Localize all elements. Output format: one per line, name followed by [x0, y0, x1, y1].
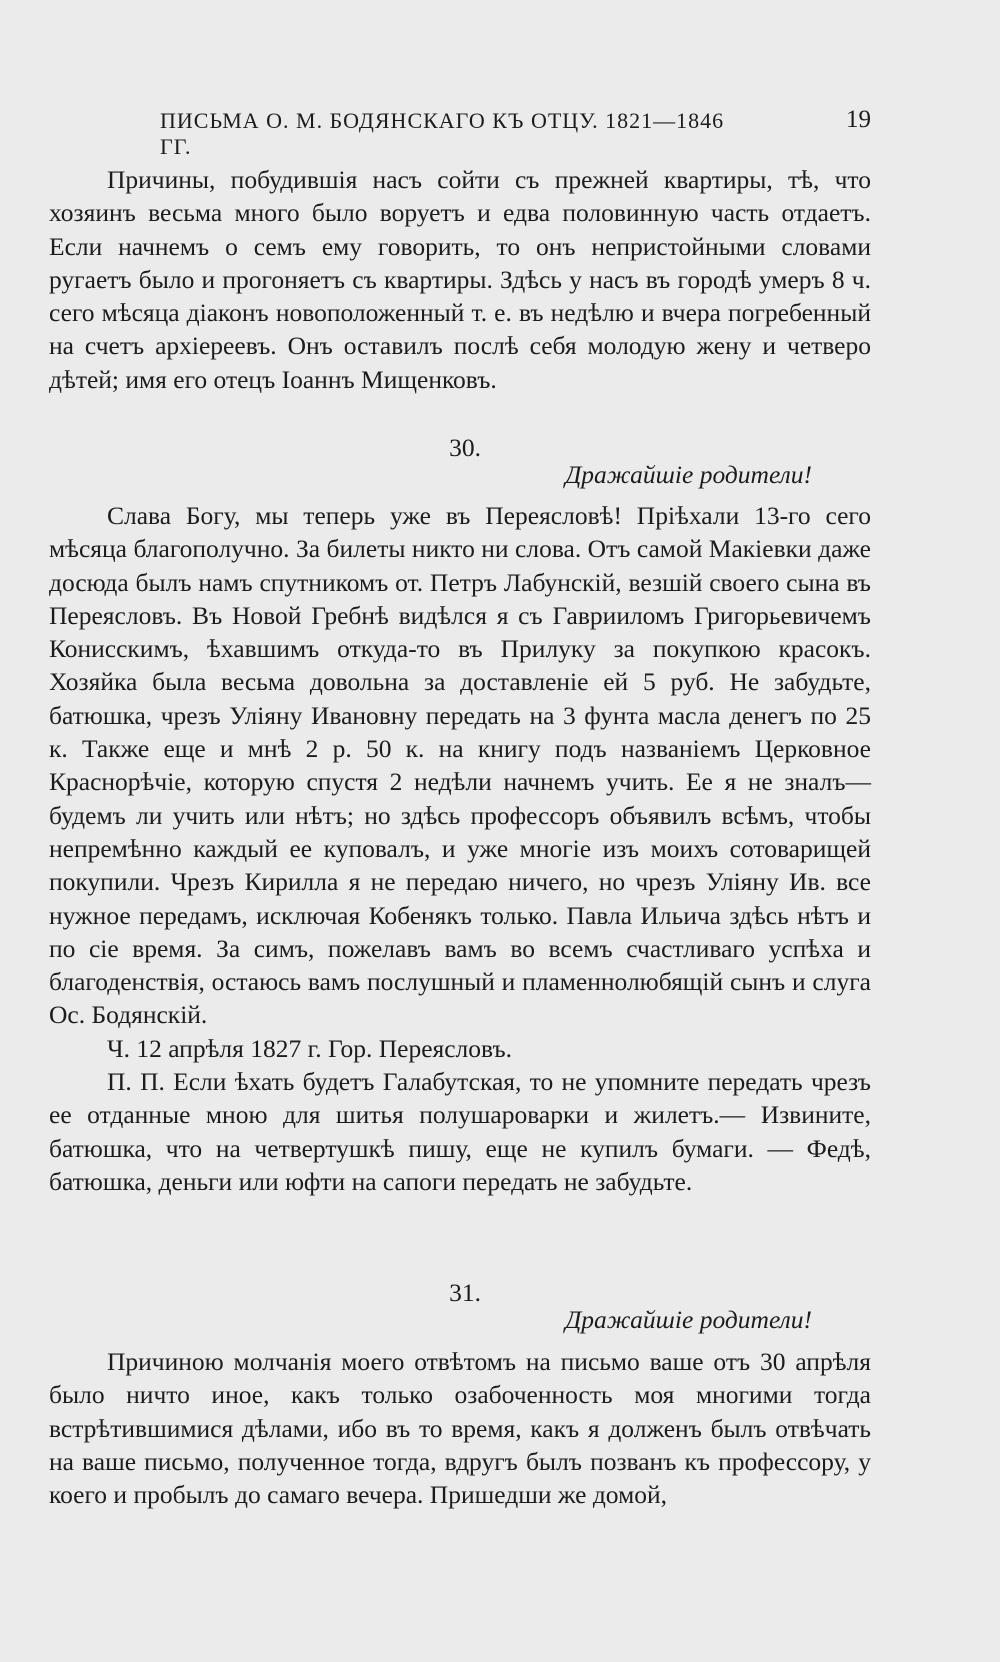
letter-30-number: 30.: [449, 433, 481, 462]
continued-paragraph: Причины, побудившія насъ сойти съ прежней квартиры, тѣ, что хозяинъ весьма много было воруетъ и едва половинную часть отдаетъ. Если начнемъ о семъ ему говорить, то онъ непристойными словами ругаетъ было и прогоняетъ съ квартиры. Здѣсь у насъ въ городѣ умеръ 8 ч. сего мѣсяца діаконъ новоположенный т. е. въ недѣлю и вчера погребенный на счетъ архіереевъ. Онъ оставилъ послѣ себя молодую жену и четверо дѣтей; имя его отецъ Іоаннъ Мищенковъ.: [49, 165, 871, 394]
page-number: 19: [846, 106, 871, 133]
letter-30-dateline: Ч. 12 апрѣля 1827 г. Гор. Переясловъ.: [107, 1033, 512, 1063]
letter-30-body-block: [49, 499, 871, 1198]
continued-paragraph-block: [49, 163, 871, 396]
letter-31-body: Причиною молчанія моего отвѣтомъ на письмо ваше отъ 30 апрѣля было ничто иное, какъ только озабоченность моя многими тогда встрѣтившимися дѣлами, ибо въ то время, какъ я долженъ былъ отвѣчать на ваше письмо, полученное тогда, вдругъ былъ позванъ къ профессору, у коего и пробылъ до самаго вечера. Пришедши же домой,: [49, 1347, 871, 1510]
letter-31-body-block: [49, 1345, 871, 1511]
letter-30-salutation: Дражайшіе родители!: [565, 460, 812, 489]
letter-30-postscript: П. П. Если ѣхать будетъ Галабутская, то не упомните передать чрезъ ее отданные мною для шитья полушароварки и жилетъ.— Извините, батюшка, что на четвертушкѣ пишу, еще не купилъ бумаги. — Федѣ, батюшка, деньги или юфти на сапоги передать не забудьте.: [49, 1067, 871, 1196]
letter-30-body: Слава Богу, мы теперь уже въ Переясловѣ! Пріѣхали 13-го сего мѣсяца благополучно. За билеты никто ни слова. Отъ самой Макіевки даже досюда былъ намъ спутникомъ от. Петръ Лабунскій, везшій своего сына въ Переясловъ. Въ Новой Гребнѣ видѣлся я съ Гаврииломъ Григорьевичемъ Конисскимъ, ѣхавшимъ откуда-то въ Прилуку за покупкою красокъ. Хозяйка была весьма довольна за доставленіе ей 5 руб. Не забудьте, батюшка, чрезъ Уліяну Ивановну передать на 3 фунта масла денегъ по 25 к. Также еще и мнѣ 2 р. 50 к. на книгу подъ названіемъ Церковное Краснорѣчіе, которую спустя 2 недѣли начнемъ учить. Ее я не зналъ—будемъ ли учить или нѣтъ; но здѣсь профессоръ объявилъ всѣмъ, чтобы непремѣнно каждый ее куповалъ, и уже многіе изъ моихъ сотоварищей покупили. Чрезъ Кирилла я не передаю ничего, но чрезъ Уліяну Ив. все нужное передамъ, исключая Кобенякъ только. Павла Ильича здѣсь нѣтъ и по сіе время. За симъ, пожелавъ вамъ во всемъ счастливаго успѣха и благоденствія, остаюсь вамъ послушный и пламеннолюбящій сынъ и слуга Ос. Бодянскій.: [49, 501, 871, 1030]
letter-31-number: 31.: [449, 1278, 481, 1307]
letter-31-salutation: Дражайшіе родители!: [565, 1305, 812, 1334]
running-head: ПИСЬМА О. М. БОДЯНСКАГО КЪ ОТЦУ. 1821—1846 ГГ.: [160, 108, 725, 159]
